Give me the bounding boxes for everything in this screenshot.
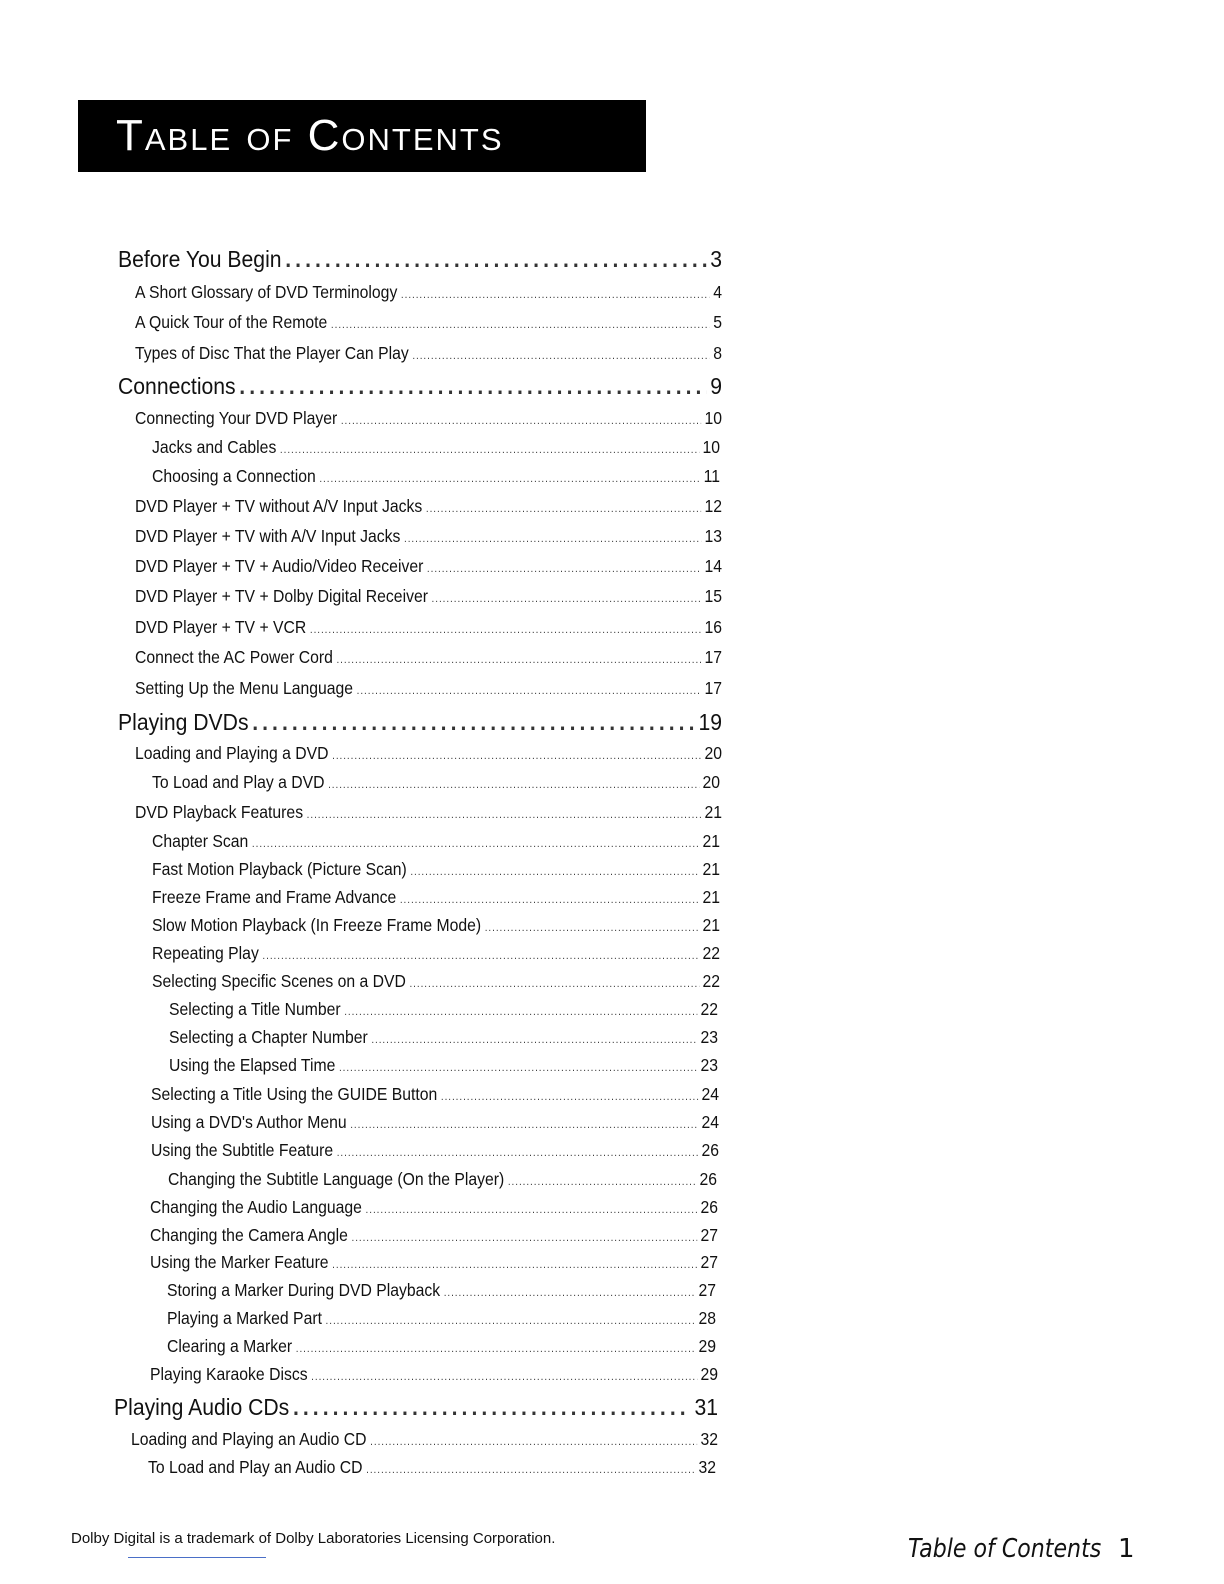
dot-leader bbox=[293, 1394, 691, 1421]
toc-entry-page: 10 bbox=[704, 408, 722, 428]
toc-entry bbox=[148, 1457, 716, 1478]
dot-leader bbox=[357, 685, 701, 697]
dot-leader bbox=[401, 289, 710, 301]
toc-entry bbox=[151, 1112, 719, 1133]
toc-entry-label: A Short Glossary of DVD Terminology bbox=[135, 282, 398, 302]
toc-entry bbox=[135, 496, 722, 517]
toc-entry-label: DVD Player + TV with A/V Input Jacks bbox=[135, 526, 401, 546]
toc-entry-label: To Load and Play a DVD bbox=[152, 772, 325, 792]
toc-entry-label: Freeze Frame and Frame Advance bbox=[152, 887, 397, 907]
toc-entry bbox=[152, 915, 720, 936]
toc-entry-label: Repeating Play bbox=[152, 943, 259, 963]
toc-entry-page: 3 bbox=[710, 246, 722, 272]
dot-leader bbox=[410, 866, 699, 878]
dot-leader bbox=[341, 415, 701, 427]
toc-entry-label: Using a DVD's Author Menu bbox=[151, 1112, 347, 1132]
toc-entry-label: To Load and Play an Audio CD bbox=[148, 1457, 363, 1477]
toc-entry bbox=[135, 343, 722, 364]
dot-leader bbox=[332, 1259, 697, 1271]
toc-entry bbox=[135, 408, 722, 429]
toc-entry bbox=[169, 1055, 718, 1076]
toc-entry-page: 14 bbox=[704, 556, 722, 576]
toc-entry-page: 27 bbox=[700, 1252, 718, 1272]
page-title: Table of Contents bbox=[116, 111, 504, 160]
dot-leader bbox=[337, 1147, 698, 1159]
toc-entry-label: Using the Marker Feature bbox=[150, 1252, 329, 1272]
toc-entry-page: 29 bbox=[700, 1364, 718, 1384]
dot-leader bbox=[366, 1204, 697, 1216]
toc-entry-label: Selecting a Title Using the GUIDE Button bbox=[151, 1084, 438, 1104]
toc-entry bbox=[135, 743, 722, 764]
toc-entry-page: 26 bbox=[700, 1197, 718, 1217]
toc-entry-page: 13 bbox=[704, 526, 722, 546]
toc-entry bbox=[150, 1225, 718, 1246]
toc-section bbox=[114, 1394, 718, 1421]
toc-entry-label: DVD Player + TV without A/V Input Jacks bbox=[135, 496, 423, 516]
toc-entry-page: 21 bbox=[702, 915, 720, 935]
toc-entry-page: 12 bbox=[704, 496, 722, 516]
toc-entry-page: 17 bbox=[704, 678, 722, 698]
toc-entry-page: 19 bbox=[698, 709, 722, 735]
dot-leader bbox=[426, 503, 701, 515]
toc-entry-label: Storing a Marker During DVD Playback bbox=[167, 1280, 441, 1300]
toc-entry-page: 20 bbox=[704, 743, 722, 763]
toc-entry-label: Types of Disc That the Player Can Play bbox=[135, 343, 409, 363]
dot-leader bbox=[444, 1287, 695, 1299]
toc-entry bbox=[152, 437, 720, 458]
toc-entry-label: Jacks and Cables bbox=[152, 437, 277, 457]
toc-entry-label: Chapter Scan bbox=[152, 831, 249, 851]
toc-entry-label: Playing Karaoke Discs bbox=[150, 1364, 308, 1384]
toc-entry-label: Loading and Playing a DVD bbox=[135, 743, 329, 763]
toc-entry-label: Slow Motion Playback (In Freeze Frame Mode) bbox=[152, 915, 482, 935]
toc-entry-page: 28 bbox=[698, 1308, 716, 1328]
toc-entry-label: Playing Audio CDs bbox=[114, 1394, 290, 1420]
toc-entry bbox=[131, 1429, 718, 1450]
toc-entry-page: 21 bbox=[702, 859, 720, 879]
toc-entry bbox=[135, 282, 722, 303]
dot-leader bbox=[485, 922, 699, 934]
footnote-underline bbox=[128, 1557, 266, 1558]
toc-section bbox=[118, 246, 722, 273]
toc-section bbox=[118, 373, 722, 400]
toc-entry-page: 21 bbox=[704, 802, 722, 822]
dot-leader bbox=[427, 563, 701, 575]
dot-leader bbox=[285, 246, 706, 273]
toc-entry-page: 26 bbox=[701, 1140, 719, 1160]
toc-entry-page: 24 bbox=[701, 1112, 719, 1132]
toc-entry-page: 17 bbox=[704, 647, 722, 667]
dot-leader bbox=[319, 473, 700, 485]
dot-leader bbox=[400, 894, 699, 906]
toc-entry bbox=[150, 1364, 718, 1385]
toc-entry-label: Changing the Camera Angle bbox=[150, 1225, 348, 1245]
toc-entry-page: 4 bbox=[713, 282, 722, 302]
toc-entry-page: 32 bbox=[698, 1457, 716, 1477]
toc-entry-page: 32 bbox=[700, 1429, 718, 1449]
toc-entry-label: Selecting a Chapter Number bbox=[169, 1027, 368, 1047]
toc-entry-label: Changing the Subtitle Language (On the Player) bbox=[168, 1169, 505, 1189]
dot-leader bbox=[332, 750, 701, 762]
toc-entry-label: Before You Begin bbox=[118, 246, 282, 272]
trademark-footnote: Dolby Digital is a trademark of Dolby Laboratories Licensing Corporation. bbox=[71, 1530, 556, 1547]
toc-entry-page: 21 bbox=[702, 831, 720, 851]
toc-entry-page: 22 bbox=[702, 943, 720, 963]
toc-entry-label: DVD Playback Features bbox=[135, 802, 304, 822]
toc-entry-page: 15 bbox=[704, 586, 722, 606]
toc-entry-label: Loading and Playing an Audio CD bbox=[131, 1429, 367, 1449]
dot-leader bbox=[296, 1343, 695, 1355]
dot-leader bbox=[239, 373, 706, 400]
toc-entry bbox=[152, 943, 720, 964]
toc-entry-label: A Quick Tour of the Remote bbox=[135, 312, 328, 332]
dot-leader bbox=[366, 1464, 695, 1476]
toc-entry bbox=[152, 466, 720, 487]
dot-leader bbox=[280, 444, 699, 456]
toc-entry-page: 27 bbox=[698, 1280, 716, 1300]
toc-entry-page: 9 bbox=[710, 373, 722, 399]
toc-entry-label: Choosing a Connection bbox=[152, 466, 316, 486]
dot-leader bbox=[339, 1062, 697, 1074]
dot-leader bbox=[328, 779, 699, 791]
toc-entry-page: 10 bbox=[702, 437, 720, 457]
dot-leader bbox=[370, 1436, 697, 1448]
footer-section-label: Table of Contents bbox=[908, 1534, 1102, 1564]
toc-entry-label: Using the Elapsed Time bbox=[169, 1055, 336, 1075]
toc-entry-page: 22 bbox=[700, 999, 718, 1019]
toc-entry bbox=[169, 999, 718, 1020]
toc-entry-label: Setting Up the Menu Language bbox=[135, 678, 354, 698]
dot-leader bbox=[350, 1119, 698, 1131]
toc-entry bbox=[135, 556, 722, 577]
toc-entry bbox=[152, 831, 720, 852]
toc-entry-label: Connect the AC Power Cord bbox=[135, 647, 333, 667]
toc-entry-page: 21 bbox=[702, 887, 720, 907]
toc-entry bbox=[150, 1197, 718, 1218]
toc-entry bbox=[135, 647, 722, 668]
page-number: 1 bbox=[1118, 1534, 1135, 1564]
toc-entry-page: 29 bbox=[698, 1336, 716, 1356]
dot-leader bbox=[409, 978, 698, 990]
toc-entry-page: 5 bbox=[713, 312, 722, 332]
dot-leader bbox=[412, 350, 709, 362]
toc-entry bbox=[168, 1169, 717, 1190]
toc-section bbox=[118, 709, 722, 736]
toc-entry-page: 8 bbox=[713, 343, 722, 363]
toc-entry bbox=[152, 971, 720, 992]
toc-entry bbox=[167, 1280, 716, 1301]
toc-entry bbox=[135, 802, 722, 823]
toc-entry bbox=[169, 1027, 718, 1048]
toc-entry-page: 23 bbox=[700, 1055, 718, 1075]
toc-entry-label: Using the Subtitle Feature bbox=[151, 1140, 334, 1160]
dot-leader bbox=[252, 709, 695, 736]
toc-entry-label: Selecting a Title Number bbox=[169, 999, 341, 1019]
toc-entry-page: 23 bbox=[700, 1027, 718, 1047]
dot-leader bbox=[310, 624, 701, 636]
toc-entry bbox=[135, 617, 722, 638]
toc-entry-page: 11 bbox=[703, 466, 720, 486]
toc-entry-page: 24 bbox=[701, 1084, 719, 1104]
dot-leader bbox=[371, 1034, 697, 1046]
dot-leader bbox=[351, 1232, 696, 1244]
toc-entry-label: Playing a Marked Part bbox=[167, 1308, 322, 1328]
toc-entry-label: DVD Player + TV + Audio/Video Receiver bbox=[135, 556, 424, 576]
toc-entry bbox=[135, 678, 722, 699]
toc-entry-page: 31 bbox=[694, 1394, 718, 1420]
toc-entry bbox=[135, 586, 722, 607]
dot-leader bbox=[508, 1176, 696, 1188]
toc-entry-label: Changing the Audio Language bbox=[150, 1197, 362, 1217]
toc-entry-label: Connections bbox=[118, 373, 236, 399]
dot-leader bbox=[326, 1315, 695, 1327]
dot-leader bbox=[252, 838, 699, 850]
dot-leader bbox=[311, 1371, 697, 1383]
toc-entry bbox=[150, 1252, 718, 1273]
toc-entry bbox=[167, 1336, 716, 1357]
dot-leader bbox=[262, 950, 698, 962]
toc-entry-label: Fast Motion Playback (Picture Scan) bbox=[152, 859, 407, 879]
toc-entry-label: Connecting Your DVD Player bbox=[135, 408, 338, 428]
toc-entry bbox=[167, 1308, 716, 1329]
dot-leader bbox=[331, 319, 710, 331]
dot-leader bbox=[336, 654, 700, 666]
toc-entry-label: Selecting Specific Scenes on a DVD bbox=[152, 971, 406, 991]
toc-entry-page: 20 bbox=[702, 772, 720, 792]
toc-entry bbox=[135, 312, 722, 333]
toc-entry bbox=[151, 1084, 719, 1105]
toc-entry bbox=[152, 887, 720, 908]
toc-entry-page: 22 bbox=[702, 971, 720, 991]
toc-entry-label: Playing DVDs bbox=[118, 709, 249, 735]
toc-entry bbox=[135, 526, 722, 547]
dot-leader bbox=[404, 533, 701, 545]
toc-entry-page: 27 bbox=[700, 1225, 718, 1245]
toc-entry bbox=[152, 859, 720, 880]
dot-leader bbox=[441, 1091, 698, 1103]
toc-entry-label: Clearing a Marker bbox=[167, 1336, 293, 1356]
toc-entry bbox=[151, 1140, 719, 1161]
toc-entry-page: 16 bbox=[704, 617, 722, 637]
dot-leader bbox=[344, 1006, 697, 1018]
dot-leader bbox=[432, 593, 701, 605]
toc-entry-label: DVD Player + TV + Dolby Digital Receiver bbox=[135, 586, 428, 606]
toc-entry-label: DVD Player + TV + VCR bbox=[135, 617, 307, 637]
dot-leader bbox=[307, 809, 701, 821]
toc-entry bbox=[152, 772, 720, 793]
toc-entry-page: 26 bbox=[699, 1169, 717, 1189]
